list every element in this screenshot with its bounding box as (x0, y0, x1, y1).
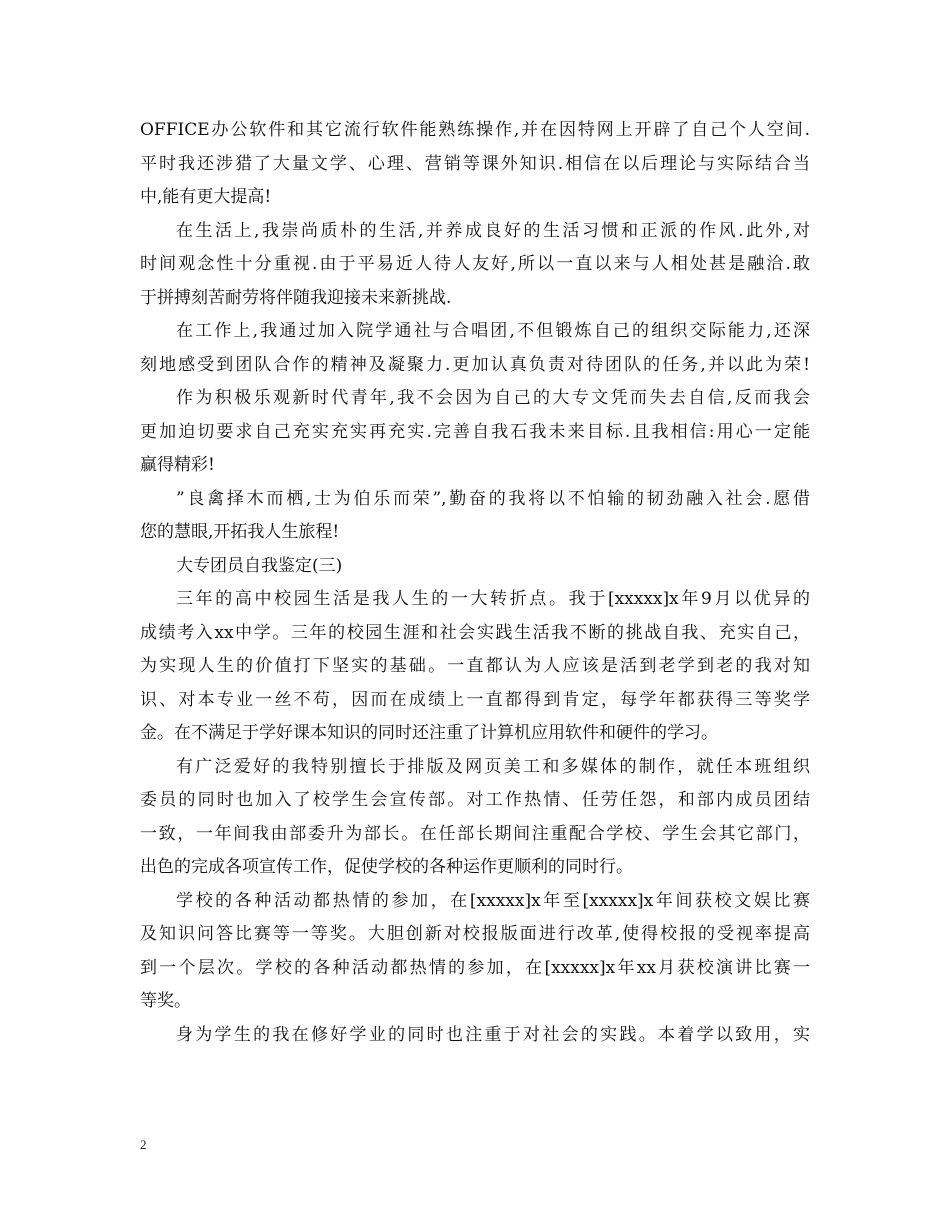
text-line: 有广泛爱好的我特别擅长于排版及网页美工和多媒体的制作，就任本班组织 (176, 756, 810, 777)
text-line: 金。在不满足于学好课本知识的同时还注重了计算机应用软件和硬件的学习。 (140, 723, 718, 743)
section-heading: 大专团员自我鉴定(三) (176, 555, 343, 576)
text-line: 在生活上,我崇尚质朴的生活,并养成良好的生活习惯和正派的作风.此外,对 (176, 220, 810, 241)
text-line: 出色的完成各项宣传工作，促使学校的各种运作更顺利的同时行。 (140, 857, 633, 877)
text-line: 刻地感受到团队合作的精神及凝聚力.更加认真负责对待团队的任务,并以此为荣! (140, 354, 810, 375)
text-line: 时间观念性十分重视.由于平易近人待人友好,所以一直以来与人相处甚是融洽.敢 (140, 254, 810, 274)
text-line: 身为学生的我在修好学业的同时也注重于对社会的实践。本着学以致用，实 (176, 1024, 810, 1045)
text-line: 识、对本专业一丝不苟，因而在成绩上一直都得到肯定，每学年都获得三等奖学 (140, 689, 810, 710)
text-line: 在工作上,我通过加入院学通社与合唱团,不但锻炼自己的组织交际能力,还深 (176, 321, 810, 341)
text-line: ”良禽择木而栖,士为伯乐而荣”,勤奋的我将以不怕输的韧劲融入社会.愿借 (176, 488, 810, 509)
text-line: 赢得精彩! (140, 455, 215, 475)
text-line: 学校的各种活动都热情的参加，在[xxxxx]x年至[xxxxx]x年间获校文娱比赛 (176, 890, 810, 911)
text-line: 于拼搏刻苦耐劳将伴随我迎接未来新挑战. (140, 287, 452, 308)
text-line: 等奖。 (140, 991, 191, 1011)
text-line: 三年的高中校园生活是我人生的一大转折点。我于[xxxxx]x年9月以优异的 (176, 589, 810, 609)
text-line: 到一个层次。学校的各种活动都热情的参加，在[xxxxx]x年xx月获校演讲比赛一 (140, 957, 810, 978)
text-line: 中,能有更大提高! (140, 187, 272, 207)
text-line: 成绩考入xx中学。三年的校园生涯和社会实践生活我不断的挑战自我、充实自己， (140, 622, 810, 643)
text-line: 委员的同时也加入了校学生会宣传部。对工作热情、任劳任怨，和部内成员团结 (140, 790, 810, 810)
text-line: 及知识问答比赛等一等奖。大胆创新对校报版面进行改革,使得校报的受视率提高 (140, 924, 810, 944)
text-line: 平时我还涉猎了大量文学、心理、营销等课外知识.相信在以后理论与实际结合当 (140, 153, 810, 174)
text-line: 更加迫切要求自己充实充实再充实.完善自我石我未来目标.且我相信:用心一定能 (140, 421, 810, 442)
text-line: 一致，一年间我由部委升为部长。在任部长期间注重配合学校、学生会其它部门， (140, 823, 810, 844)
text-line: 您的慧眼,开拓我人生旅程! (140, 522, 340, 542)
text-line: 作为积极乐观新时代青年,我不会因为自己的大专文凭而失去自信,反而我会 (176, 388, 810, 408)
page-number: 2 (140, 1137, 147, 1152)
text-line: 为实现人生的价值打下坚实的基础。一直都认为人应该是活到老学到老的我对知 (140, 656, 810, 676)
text-line: OFFICE办公软件和其它流行软件能熟练操作,并在因特网上开辟了自己个人空间. (140, 120, 810, 140)
document-body (140, 114, 810, 1052)
